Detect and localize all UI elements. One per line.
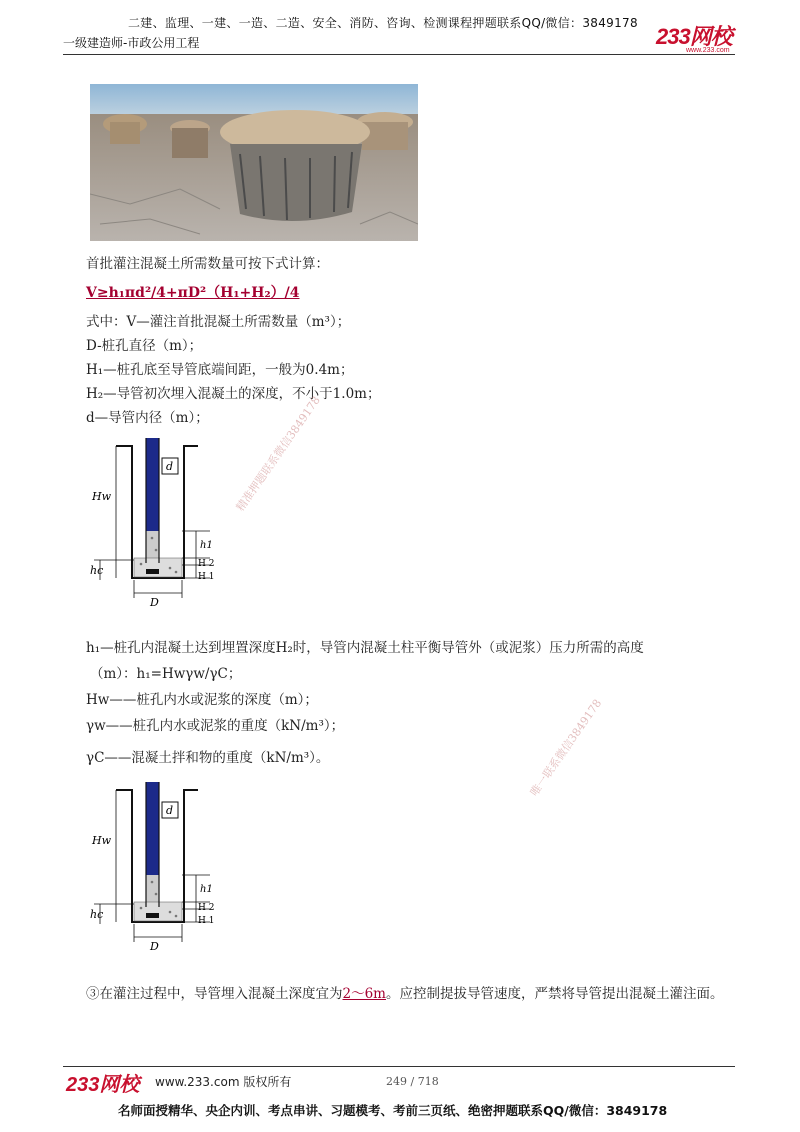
watermark-2: 唯一联系微信3849178 — [527, 696, 605, 799]
footer-site: www.233.com 版权所有 — [155, 1075, 292, 1089]
label-diameter: D — [150, 940, 159, 952]
label-h1-upper: H 1 — [198, 916, 215, 926]
tremie-diagram-2 — [86, 782, 226, 952]
label-d: d — [166, 804, 174, 817]
legend-d-diameter: D-桩孔直径（m）； — [86, 338, 203, 354]
header-contact-line: 二建、监理、一建、一造、二造、安全、消防、咨询、检测课程押题联系QQ/微信：3849178 — [128, 16, 638, 30]
header-logo-url: www.233.com — [686, 47, 730, 54]
label-diameter: D — [150, 596, 159, 608]
legend-v: 式中：V—灌注首批混凝土所需数量（m³）； — [86, 314, 351, 330]
label-h2: H 2 — [198, 559, 215, 569]
header-rule — [63, 54, 735, 55]
header-logo-text: 233网校 — [656, 24, 732, 49]
hw-definition: Hw——桩孔内水或泥浆的深度（m）； — [86, 692, 318, 708]
tremie-diagram-1 — [86, 438, 226, 608]
footer-contact-line: 名师面授精华、央企内训、考点串讲、习题模考、考前三页纸、绝密押题联系QQ/微信：3849178 — [118, 1103, 668, 1118]
label-hw: Hw — [92, 834, 112, 847]
intro-text: 首批灌注混凝土所需数量可按下式计算： — [86, 256, 329, 272]
gamma-w-definition: γw——桩孔内水或泥浆的重度（kN/m³）； — [86, 718, 345, 734]
header-subtitle: 一级建造师-市政公用工程 — [63, 36, 200, 50]
label-d: d — [166, 460, 174, 473]
label-h1-upper: H 1 — [198, 572, 215, 582]
h1-definition: h₁—桩孔内混凝土达到埋置深度H₂时，导管内混凝土柱平衡导管外（或泥浆）压力所需的高度 — [86, 640, 644, 656]
label-hc: hc — [90, 564, 104, 577]
legend-h1: H₁—桩孔底至导管底端间距，一般为0.4m； — [86, 362, 354, 378]
legend-d-inner: d—导管内径（m）； — [86, 410, 209, 426]
step3-highlight: 2～6m — [342, 986, 386, 1002]
footer-logo: 233网校 — [66, 1074, 140, 1096]
pile-photo — [90, 84, 418, 241]
label-h1-lower: h1 — [200, 884, 213, 895]
header-logo — [656, 20, 732, 54]
formula: V≥h₁πd²/4+πD²（H₁+H₂）/4 — [86, 285, 300, 301]
label-h1-lower: h1 — [200, 540, 213, 551]
footer-rule — [63, 1066, 735, 1067]
step3-text-pre: ③在灌注过程中，导管埋入混凝土深度宜为 — [86, 986, 343, 1002]
gamma-c-definition: γC——混凝土拌和物的重度（kN/m³）。 — [86, 750, 330, 766]
label-hc: hc — [90, 908, 104, 921]
legend-h2: H₂—导管初次埋入混凝土的深度，不小于1.0m； — [86, 386, 381, 402]
page-number: 249 / 718 — [386, 1075, 439, 1088]
h1-formula: （m）：h₁=Hwγw/γC； — [90, 666, 242, 682]
step3-paragraph — [86, 982, 746, 1006]
step3-text-post: 。应控制提拔导管速度，严禁将导管提出混凝土灌注面。 — [385, 986, 724, 1002]
label-h2: H 2 — [198, 903, 215, 913]
label-hw: Hw — [92, 490, 112, 503]
watermark: 精准押题联系微信3849178 — [233, 393, 323, 514]
